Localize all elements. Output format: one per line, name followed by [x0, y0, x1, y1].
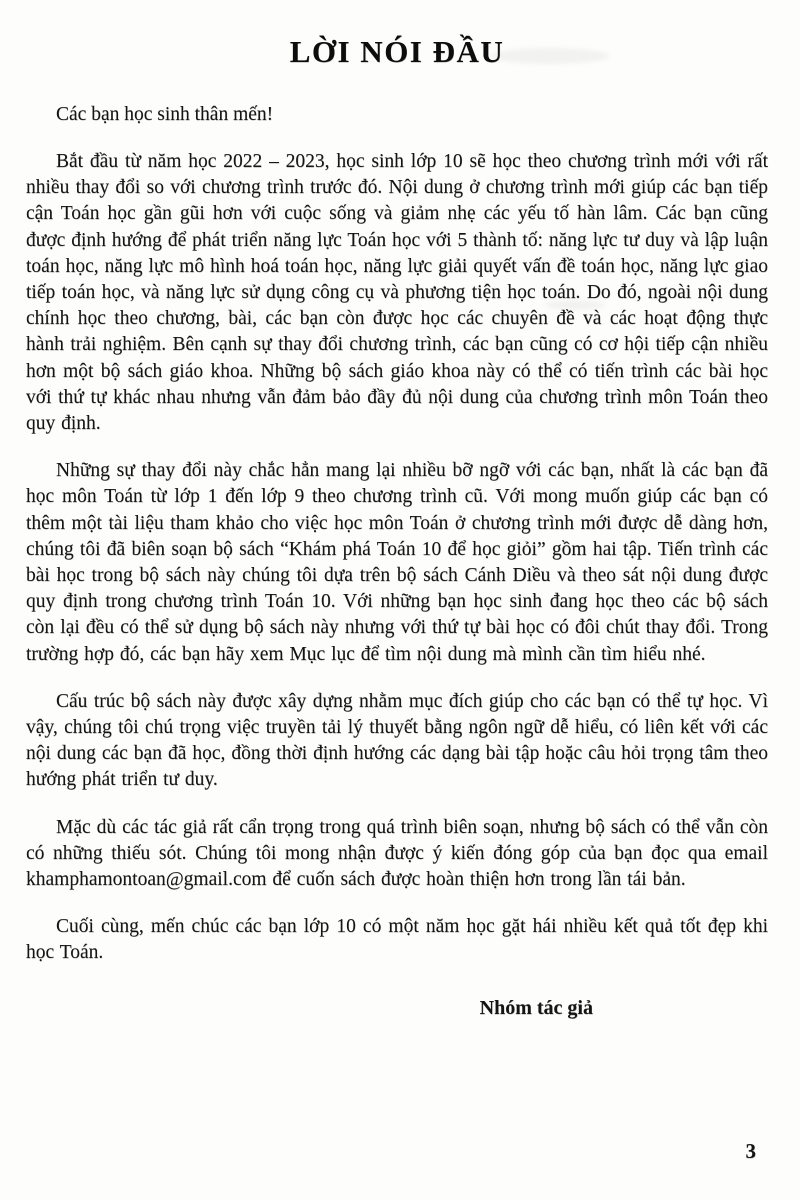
author-signature: Nhóm tác giả [479, 996, 593, 1019]
page-number: 3 [745, 1139, 756, 1163]
paragraph-2: Những sự thay đổi này chắc hẳn mang lại nhiều bỡ ngỡ với các bạn, nhất là các bạn đã học môn Toán từ lớp 1 đến lớp 9 theo chương trình cũ. Với mong muốn giúp các bạn có thêm một tài liệu tham khảo cho việc học môn Toán ở chương trình mới được dễ dàng hơn, chúng tôi đã biên soạn bộ sách “Khám phá Toán 10 để học giỏi” gồm hai tập. Tiến trình các bài học trong bộ sách này chúng tôi dựa trên bộ sách Cánh Diều và theo sát nội dung được quy định trong chương trình Toán 10. Với những bạn học sinh đang học theo các bộ sách còn lại đều có thể sử dụng bộ sách này nhưng với thứ tự bài học có đôi chút thay đổi. Trong trường hợp đó, các bạn hãy xem Mục lục để tìm nội dung mà mình cần tìm hiểu nhé. [26, 460, 768, 665]
paragraph-5: Cuối cùng, mến chúc các bạn lớp 10 có một năm học gặt hái nhiều kết quả tốt đẹp khi học Toán. [26, 916, 768, 964]
paragraph-3: Cấu trúc bộ sách này được xây dựng nhằm mục đích giúp cho các bạn có thể tự học. Vì vậy, chúng tôi chú trọng việc truyền tải lý thuyết bằng ngôn ngữ dễ hiểu, có liên kết với các nội dung các bạn đã học, đồng thời định hướng các dạng bài tập hoặc câu hỏi trọng tâm theo hướng phát triển tư duy. [26, 690, 768, 791]
paragraph-1: Bắt đầu từ năm học 2022 – 2023, học sinh lớp 10 sẽ học theo chương trình mới với rất nhiều thay đổi so với chương trình trước đó. Nội dung ở chương trình mới giúp các bạn tiếp cận Toán học gần gũi hơn với cuộc sống và giảm nhẹ các yếu tố hàn lâm. Các bạn cũng được định hướng để phát triển năng lực Toán học với 5 thành tố: năng lực tư duy và lập luận toán học, năng lực mô hình hoá toán học, năng lực giải quyết vấn đề toán học, năng lực giao tiếp toán học, và năng lực sử dụng công cụ và phương tiện học toán. Do đó, ngoài nội dung chính học theo chương, bài, các bạn còn được học các chuyên đề và các hoạt động thực hành trải nghiệm. Bên cạnh sự thay đổi chương trình, các bạn cũng có cơ hội tiếp cận nhiều hơn một bộ sách giáo khoa. Những bộ sách giáo khoa này có thể có tiến trình các bài học với thứ tự khác nhau nhưng vẫn đảm bảo đầy đủ nội dung của chương trình môn Toán theo quy định. [26, 151, 768, 435]
paragraph-4: Mặc dù các tác giả rất cẩn trọng trong quá trình biên soạn, nhưng bộ sách có thể vẫn còn có những thiếu sót. Chúng tôi mong nhận được ý kiến đóng góp của bạn đọc qua email khamphamontoan@gmail.com để cuốn sách được hoàn thiện hơn trong lần tái bản. [26, 816, 768, 891]
page-title: LỜI NÓI ĐẦU [289, 34, 505, 69]
greeting-line: Các bạn học sinh thân mến! [56, 104, 274, 125]
